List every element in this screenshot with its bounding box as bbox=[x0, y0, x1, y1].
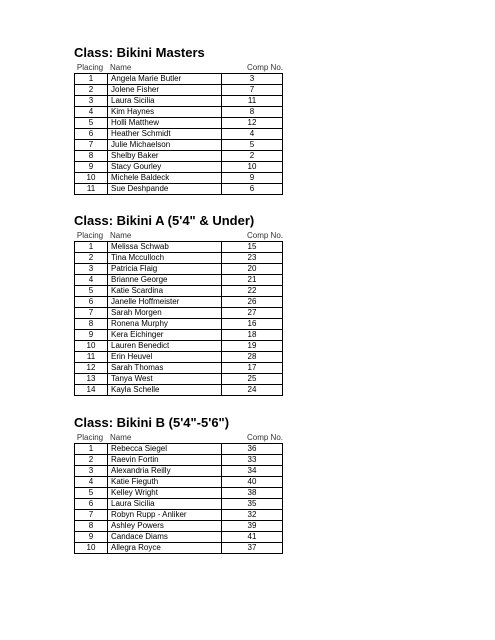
name-header: Name bbox=[110, 433, 132, 442]
placing-cell: 5 bbox=[75, 488, 108, 499]
placing-cell: 5 bbox=[75, 118, 108, 129]
table-row bbox=[75, 319, 283, 330]
placing-cell: 3 bbox=[75, 466, 108, 477]
name-cell: Robyn Rupp - Anliker bbox=[108, 510, 222, 521]
table-row bbox=[75, 466, 283, 477]
name-cell: Kera Eichinger bbox=[108, 330, 222, 341]
placing-cell: 7 bbox=[75, 510, 108, 521]
comp-no-cell: 37 bbox=[222, 543, 283, 554]
placing-cell: 9 bbox=[75, 162, 108, 173]
comp-no-cell: 25 bbox=[222, 374, 283, 385]
class-section-bikini-masters bbox=[74, 44, 283, 195]
placing-header: Placing bbox=[76, 63, 104, 72]
table-row bbox=[75, 521, 283, 532]
placing-cell: 11 bbox=[75, 184, 108, 195]
comp-no-cell: 23 bbox=[222, 253, 283, 264]
results-table bbox=[74, 73, 283, 195]
table-row bbox=[75, 341, 283, 352]
class-title: Class: Bikini B (5'4"-5'6") bbox=[74, 415, 230, 430]
placing-cell: 10 bbox=[75, 543, 108, 554]
comp-no-cell: 40 bbox=[222, 477, 283, 488]
name-cell: Katie Fieguth bbox=[108, 477, 222, 488]
name-cell: Sarah Morgen bbox=[108, 308, 222, 319]
placing-header: Placing bbox=[76, 433, 104, 442]
name-cell: Angela Marie Butler bbox=[108, 74, 222, 85]
table-row bbox=[75, 275, 283, 286]
class-section-bikini-a bbox=[74, 212, 283, 396]
name-cell: Sue Deshpande bbox=[108, 184, 222, 195]
comp-no-cell: 32 bbox=[222, 510, 283, 521]
comp-no-cell: 11 bbox=[222, 96, 283, 107]
placing-cell: 13 bbox=[75, 374, 108, 385]
placing-cell: 4 bbox=[75, 477, 108, 488]
name-header: Name bbox=[110, 63, 132, 72]
table-row bbox=[75, 488, 283, 499]
placing-cell: 12 bbox=[75, 363, 108, 374]
table-row bbox=[75, 264, 283, 275]
placing-cell: 2 bbox=[75, 85, 108, 96]
table-row bbox=[75, 363, 283, 374]
comp-no-cell: 33 bbox=[222, 455, 283, 466]
comp-no-cell: 3 bbox=[222, 74, 283, 85]
name-cell: Jolene Fisher bbox=[108, 85, 222, 96]
comp-no-cell: 6 bbox=[222, 184, 283, 195]
comp-no-cell: 34 bbox=[222, 466, 283, 477]
comp-no-header: Comp No. bbox=[246, 231, 283, 240]
placing-cell: 5 bbox=[75, 286, 108, 297]
table-row bbox=[75, 308, 283, 319]
name-cell: Kelley Wright bbox=[108, 488, 222, 499]
table-row bbox=[75, 385, 283, 396]
name-cell: Katie Scardina bbox=[108, 286, 222, 297]
name-cell: Laura Sicilia bbox=[108, 96, 222, 107]
placing-cell: 4 bbox=[75, 275, 108, 286]
comp-no-cell: 5 bbox=[222, 140, 283, 151]
name-cell: Tina Mcculloch bbox=[108, 253, 222, 264]
comp-no-cell: 20 bbox=[222, 264, 283, 275]
table-row bbox=[75, 184, 283, 195]
placing-cell: 8 bbox=[75, 521, 108, 532]
comp-no-cell: 15 bbox=[222, 242, 283, 253]
column-header-row bbox=[74, 62, 283, 73]
table-row bbox=[75, 374, 283, 385]
name-cell: Heather Schmidt bbox=[108, 129, 222, 140]
name-cell: Julie Michaelson bbox=[108, 140, 222, 151]
name-cell: Ronena Murphy bbox=[108, 319, 222, 330]
placing-cell: 1 bbox=[75, 444, 108, 455]
comp-no-cell: 39 bbox=[222, 521, 283, 532]
comp-no-cell: 21 bbox=[222, 275, 283, 286]
comp-no-cell: 35 bbox=[222, 499, 283, 510]
placing-cell: 3 bbox=[75, 264, 108, 275]
placing-cell: 6 bbox=[75, 297, 108, 308]
comp-no-cell: 2 bbox=[222, 151, 283, 162]
placing-cell: 11 bbox=[75, 352, 108, 363]
placing-cell: 10 bbox=[75, 341, 108, 352]
comp-no-cell: 26 bbox=[222, 297, 283, 308]
name-header: Name bbox=[110, 231, 132, 240]
name-cell: Tanya West bbox=[108, 374, 222, 385]
name-cell: Sarah Thomas bbox=[108, 363, 222, 374]
comp-no-header: Comp No. bbox=[246, 63, 283, 72]
table-row bbox=[75, 477, 283, 488]
placing-cell: 1 bbox=[75, 242, 108, 253]
name-cell: Patricia Flaig bbox=[108, 264, 222, 275]
column-header-row bbox=[74, 432, 283, 443]
table-row bbox=[75, 330, 283, 341]
placing-cell: 9 bbox=[75, 532, 108, 543]
comp-no-cell: 41 bbox=[222, 532, 283, 543]
table-row bbox=[75, 151, 283, 162]
table-row bbox=[75, 74, 283, 85]
table-row bbox=[75, 286, 283, 297]
placing-header: Placing bbox=[76, 231, 104, 240]
table-row bbox=[75, 543, 283, 554]
comp-no-cell: 24 bbox=[222, 385, 283, 396]
name-cell: Shelby Baker bbox=[108, 151, 222, 162]
name-cell: Holli Matthew bbox=[108, 118, 222, 129]
name-cell: Ashley Powers bbox=[108, 521, 222, 532]
table-row bbox=[75, 162, 283, 173]
name-cell: Brianne George bbox=[108, 275, 222, 286]
comp-no-cell: 38 bbox=[222, 488, 283, 499]
table-row bbox=[75, 129, 283, 140]
comp-no-cell: 16 bbox=[222, 319, 283, 330]
name-cell: Raevin Fortin bbox=[108, 455, 222, 466]
comp-no-cell: 18 bbox=[222, 330, 283, 341]
placing-cell: 8 bbox=[75, 319, 108, 330]
name-cell: Candace Diams bbox=[108, 532, 222, 543]
comp-no-header: Comp No. bbox=[246, 433, 283, 442]
placing-cell: 7 bbox=[75, 140, 108, 151]
class-section-bikini-b bbox=[74, 414, 283, 554]
table-row bbox=[75, 140, 283, 151]
table-row bbox=[75, 455, 283, 466]
placing-cell: 2 bbox=[75, 253, 108, 264]
name-cell: Laura Sicilia bbox=[108, 499, 222, 510]
table-row bbox=[75, 444, 283, 455]
comp-no-cell: 28 bbox=[222, 352, 283, 363]
table-row bbox=[75, 242, 283, 253]
name-cell: Rebecca Siegel bbox=[108, 444, 222, 455]
comp-no-cell: 4 bbox=[222, 129, 283, 140]
class-title: Class: Bikini Masters bbox=[74, 45, 205, 60]
table-row bbox=[75, 118, 283, 129]
table-row bbox=[75, 499, 283, 510]
table-row bbox=[75, 352, 283, 363]
placing-cell: 4 bbox=[75, 107, 108, 118]
placing-cell: 1 bbox=[75, 74, 108, 85]
results-table bbox=[74, 241, 283, 396]
table-row bbox=[75, 253, 283, 264]
name-cell: Alexandria Reilly bbox=[108, 466, 222, 477]
comp-no-cell: 36 bbox=[222, 444, 283, 455]
name-cell: Kayla Schelle bbox=[108, 385, 222, 396]
placing-cell: 6 bbox=[75, 499, 108, 510]
name-cell: Lauren Benedict bbox=[108, 341, 222, 352]
class-title: Class: Bikini A (5'4" & Under) bbox=[74, 213, 255, 228]
name-cell: Allegra Royce bbox=[108, 543, 222, 554]
table-row bbox=[75, 173, 283, 184]
comp-no-cell: 9 bbox=[222, 173, 283, 184]
comp-no-cell: 7 bbox=[222, 85, 283, 96]
comp-no-cell: 12 bbox=[222, 118, 283, 129]
placing-cell: 10 bbox=[75, 173, 108, 184]
placing-cell: 2 bbox=[75, 455, 108, 466]
placing-cell: 9 bbox=[75, 330, 108, 341]
column-header-row bbox=[74, 230, 283, 241]
placing-cell: 3 bbox=[75, 96, 108, 107]
table-row bbox=[75, 96, 283, 107]
name-cell: Janelle Hoffmeister bbox=[108, 297, 222, 308]
comp-no-cell: 19 bbox=[222, 341, 283, 352]
placing-cell: 14 bbox=[75, 385, 108, 396]
comp-no-cell: 17 bbox=[222, 363, 283, 374]
results-table bbox=[74, 443, 283, 554]
table-row bbox=[75, 85, 283, 96]
table-row bbox=[75, 510, 283, 521]
name-cell: Erin Heuvel bbox=[108, 352, 222, 363]
placing-cell: 8 bbox=[75, 151, 108, 162]
name-cell: Stacy Gourley bbox=[108, 162, 222, 173]
table-row bbox=[75, 532, 283, 543]
comp-no-cell: 8 bbox=[222, 107, 283, 118]
name-cell: Kim Haynes bbox=[108, 107, 222, 118]
comp-no-cell: 10 bbox=[222, 162, 283, 173]
comp-no-cell: 27 bbox=[222, 308, 283, 319]
name-cell: Michele Baldeck bbox=[108, 173, 222, 184]
name-cell: Melissa Schwab bbox=[108, 242, 222, 253]
placing-cell: 7 bbox=[75, 308, 108, 319]
table-row bbox=[75, 107, 283, 118]
placing-cell: 6 bbox=[75, 129, 108, 140]
table-row bbox=[75, 297, 283, 308]
comp-no-cell: 22 bbox=[222, 286, 283, 297]
